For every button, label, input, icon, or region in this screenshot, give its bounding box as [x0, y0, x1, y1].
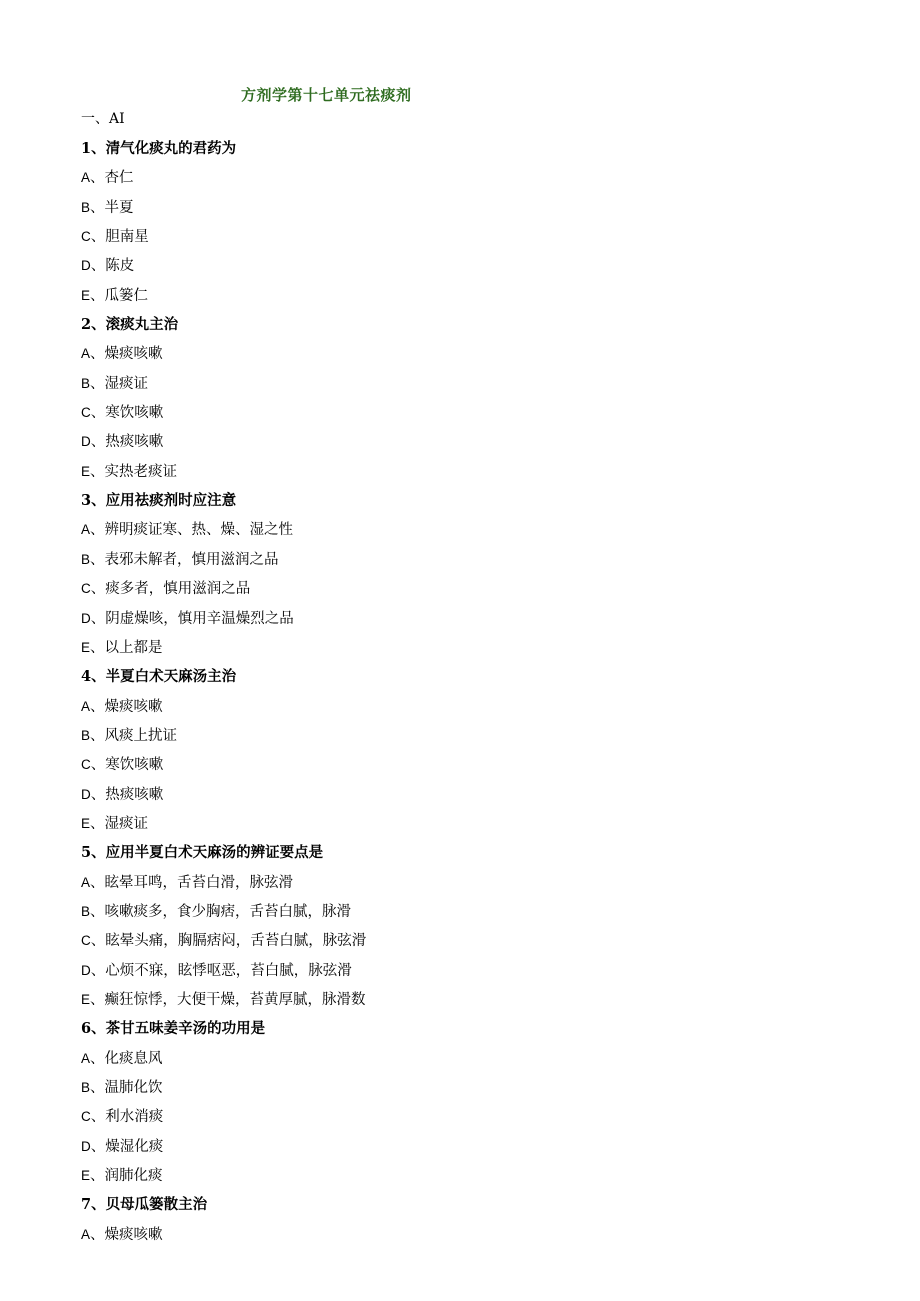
answer-option: A、燥痰咳嗽: [81, 698, 163, 715]
question-text: 7、贝母瓜篓散主治: [81, 1196, 208, 1214]
answer-option: A、燥痰咳嗽: [81, 1226, 163, 1243]
answer-option: D、燥湿化痰: [81, 1138, 164, 1155]
page-title: 方剂学第十七单元祛痰剂: [241, 86, 412, 104]
answer-option: B、半夏: [81, 199, 134, 216]
answer-option: C、胆南星: [81, 229, 149, 246]
answer-option: D、阴虚燥咳，慎用辛温燥烈之品: [81, 610, 294, 627]
answer-option: B、表邪未解者，慎用滋润之品: [81, 551, 279, 568]
question-text: 2、滚痰丸主治: [81, 316, 179, 334]
answer-option: C、寒饮咳嗽: [81, 405, 164, 422]
question-list: [81, 134, 861, 1249]
answer-option: C、痰多者，慎用滋润之品: [81, 581, 251, 598]
question-text: 5、应用半夏白术天麻汤的辨证要点是: [81, 844, 324, 862]
answer-option: C、利水消痰: [81, 1109, 164, 1126]
answer-option: A、燥痰咳嗽: [81, 346, 163, 363]
answer-option: C、眩晕头痛，胸膈痞闷，舌苔白腻，脉弦滑: [81, 933, 367, 950]
answer-option: D、心烦不寐，眩悸呕恶，苔白腻，脉弦滑: [81, 962, 352, 979]
answer-option: D、陈皮: [81, 258, 135, 275]
answer-option: B、咳嗽痰多，食少胸痞，舌苔白腻，脉滑: [81, 903, 352, 920]
answer-option: E、癫狂惊悸，大便干燥，苔黄厚腻，脉滑数: [81, 991, 366, 1008]
question-text: 1、清气化痰丸的君药为: [81, 140, 237, 157]
answer-option: B、湿痰证: [81, 375, 149, 392]
answer-option: E、润肺化痰: [81, 1168, 163, 1185]
answer-option: E、湿痰证: [81, 815, 149, 832]
answer-option: E、实热老痰证: [81, 463, 178, 480]
answer-option: E、瓜篓仁: [81, 287, 149, 304]
answer-option: D、热痰咳嗽: [81, 786, 164, 803]
answer-option: A、眩晕耳鸣，舌苔白滑，脉弦滑: [81, 874, 294, 891]
question-text: 3、应用祛痰剂时应注意: [81, 492, 237, 510]
answer-option: A、辨明痰证寒、热、燥、湿之性: [81, 522, 294, 539]
answer-option: A、杏仁: [81, 170, 134, 187]
answer-option: E、以上都是: [81, 639, 163, 656]
answer-option: C、寒饮咳嗽: [81, 757, 164, 774]
answer-option: B、温肺化饮: [81, 1080, 163, 1096]
section-heading: 一、AI: [81, 111, 125, 127]
answer-option: D、热痰咳嗽: [81, 434, 164, 451]
answer-option: B、风痰上扰证: [81, 727, 178, 744]
question-text: 4、半夏白术天麻汤主治: [81, 668, 237, 686]
question-text: 6、茶甘五味姜辛汤的功用是: [81, 1020, 266, 1038]
answer-option: A、化痰息风: [81, 1050, 163, 1067]
